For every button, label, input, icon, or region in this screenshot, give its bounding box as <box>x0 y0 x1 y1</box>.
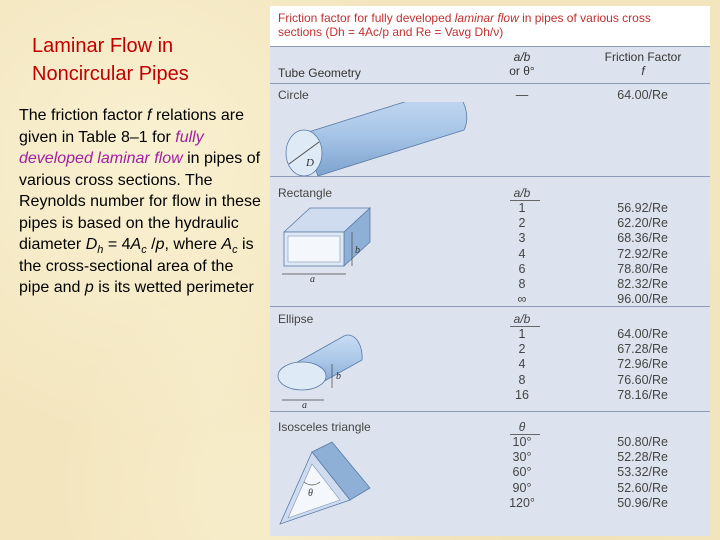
header-geometry: Tube Geometry <box>278 66 361 80</box>
rectangle-ff-cell: 68.36/Re <box>617 231 668 246</box>
rectangle-ff-cell: 72.92/Re <box>617 246 668 261</box>
rectangle-ff-cell: 78.80/Re <box>617 261 668 276</box>
table-caption: Friction factor for fully developed laminar flow in pipes of various cross sections (Dh = 4Ac/p and Re = Vavg Dh/ν) <box>270 6 710 46</box>
rectangle-unit-label: a/b <box>513 186 531 200</box>
rectangle-ff-column <box>588 201 668 307</box>
header-ab-line1: a/b <box>513 50 531 64</box>
triangle-dim-theta: θ <box>308 488 313 499</box>
triangle-ff-cell: 50.96/Re <box>617 495 668 510</box>
ellipse-ab-column <box>502 327 542 403</box>
rectangle-duct-icon <box>274 202 374 282</box>
circle-dim-label: D <box>306 157 314 169</box>
section-circle-name: Circle <box>278 88 309 102</box>
triangle-ab-cell: 10° <box>512 435 532 449</box>
triangle-ff-cell: 52.28/Re <box>617 450 668 465</box>
ellipse-ff-cell: 78.16/Re <box>617 387 668 402</box>
triangle-ab-cell: 60° <box>512 465 532 480</box>
section-rectangle-name: Rectangle <box>278 186 333 200</box>
rectangle-ff-cell: 62.20/Re <box>617 216 668 231</box>
section-triangle-name: Isosceles triangle <box>278 420 371 434</box>
ellipse-dim-a: a <box>302 400 307 410</box>
header-ff-line2: f <box>641 64 645 78</box>
triangle-ab-column <box>502 435 542 511</box>
rectangle-ff-cell: 82.32/Re <box>617 277 668 292</box>
ellipse-ab-cell: 16 <box>515 387 529 402</box>
ellipse-ab-cell: 1 <box>518 327 526 341</box>
triangle-duct-icon <box>274 438 374 528</box>
rectangle-dim-a: a <box>310 274 315 282</box>
rectangle-ab-cell: 4 <box>518 246 526 261</box>
circle-ab-value: — <box>515 88 529 102</box>
rectangle-ab-cell: 1 <box>518 201 526 215</box>
rectangle-dim-b: b <box>355 245 360 256</box>
rectangle-ab-cell: 2 <box>518 216 526 231</box>
header-ab-line2: or θ° <box>509 64 535 78</box>
friction-factor-table <box>270 6 710 536</box>
ellipse-dim-b: b <box>336 371 341 382</box>
triangle-ff-cell: 50.80/Re <box>617 435 668 449</box>
rectangle-ab-cell: 3 <box>518 231 526 246</box>
ellipse-ff-cell: 67.28/Re <box>617 342 668 357</box>
highlight-phrase: fully developed laminar flow <box>19 128 204 167</box>
triangle-ab-cell: 90° <box>512 480 532 495</box>
header-divider <box>270 83 710 84</box>
ellipse-ab-cell: 2 <box>518 342 526 357</box>
rectangle-ab-cell: 6 <box>518 261 526 276</box>
triangle-ab-cell: 30° <box>512 450 532 465</box>
triangle-unit-label: θ <box>518 420 526 434</box>
slide-title: Laminar Flow in Noncircular Pipes <box>32 35 189 85</box>
ellipse-ab-cell: 8 <box>518 372 526 387</box>
triangle-ff-cell: 52.60/Re <box>617 480 668 495</box>
ellipse-ff-cell: 72.96/Re <box>617 357 668 372</box>
rectangle-divider <box>270 306 710 307</box>
ellipse-duct-icon <box>274 324 374 410</box>
circle-ff-value: 64.00/Re <box>617 88 668 102</box>
ellipse-ff-cell: 64.00/Re <box>617 327 668 341</box>
ellipse-ff-cell: 76.60/Re <box>617 372 668 387</box>
triangle-ab-cell: 120° <box>509 495 535 510</box>
header-ff-line1: Friction Factor <box>604 50 682 64</box>
body-paragraph: The friction factor f relations are given in Table 8–1 for fully developed laminar flow in pipes of various cross sections. The Reynolds number for flow in these pipes is based on the hydraulic diameter $D_h = 4A_c$ /p, where $A_c$ is the cross-sectional area of the pipe and p is its wetted perimeter <box>19 107 261 296</box>
rectangle-ff-cell: 56.92/Re <box>617 201 668 215</box>
rectangle-ab-column <box>502 201 542 307</box>
ellipse-unit-label: a/b <box>513 312 531 326</box>
caption-divider <box>270 46 710 47</box>
ellipse-ab-cell: 4 <box>518 357 526 372</box>
circle-divider <box>270 176 710 177</box>
triangle-ff-cell: 53.32/Re <box>617 465 668 480</box>
triangle-ff-column <box>588 435 668 511</box>
rectangle-ff-cell: 96.00/Re <box>617 292 668 307</box>
rectangle-ab-cell: 8 <box>518 277 526 292</box>
circle-pipe-icon <box>274 102 484 176</box>
ellipse-ff-column <box>588 327 668 403</box>
section-ellipse-name: Ellipse <box>278 312 314 326</box>
ellipse-divider <box>270 411 710 412</box>
rectangle-ab-cell: ∞ <box>517 292 527 307</box>
